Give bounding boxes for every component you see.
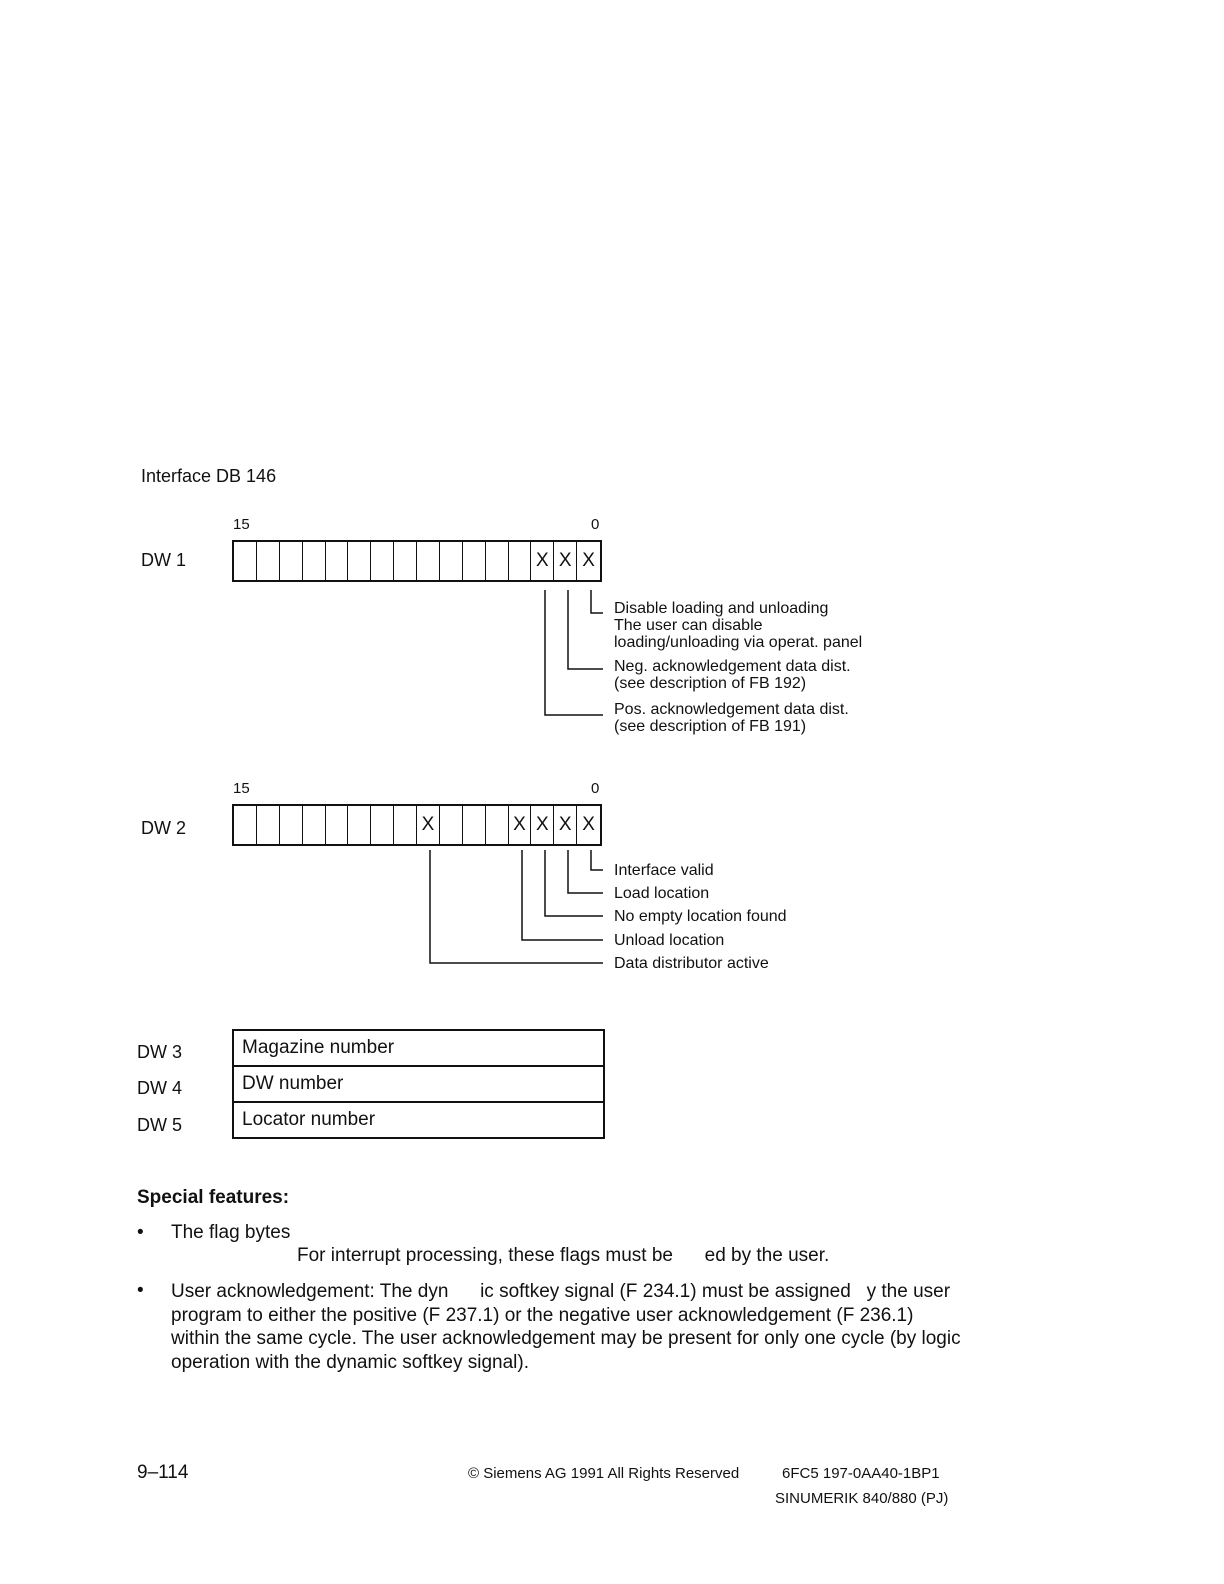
dw2-line-bit0 [591,850,603,870]
dw1-bit-high: 15 [233,516,250,533]
dw4-value: DW number [233,1066,604,1102]
dw4-label: DW 4 [137,1078,182,1098]
dw1-line-bit2 [545,590,603,715]
dw1-callout-1: Neg. acknowledgement data dist. (see description of FB 192) [614,658,851,692]
dw5-label: DW 5 [137,1115,182,1135]
dw2-bit-cell: X [417,806,440,844]
dw2-bit-cell [326,806,349,844]
item1-line1: The flag bytes [171,1222,291,1243]
dw2-callout-0: Interface valid [614,862,714,879]
dw2-label: DW 2 [141,818,186,838]
dw2-bit-cell [280,806,303,844]
dw5-value: Locator number [233,1102,604,1138]
table-row [233,1102,604,1138]
dw1-bit-low: 0 [591,516,600,533]
dw2-bit-cell [394,806,417,844]
dw1-label: DW 1 [141,550,186,570]
dw1-line-bit1 [568,590,603,669]
product-name: SINUMERIK 840/880 (PJ) [775,1490,949,1507]
bullet-2: • [137,1280,144,1301]
table-row [233,1030,604,1066]
special-features-heading: Special features: [137,1187,290,1208]
dw2-bit-cell [348,806,371,844]
dw1-line-bit0 [591,590,603,613]
dw2-line-bit1 [568,850,603,893]
dw2-callout-4: Data distributor active [614,955,769,972]
dw2-bit-cell: X [509,806,532,844]
item1-line2: For interrupt processing, these flags must be ed by the user. [297,1245,830,1266]
dw1-bit-cell: X [531,542,554,580]
page-number: 9–114 [137,1462,189,1483]
dw2-callout-3: Unload location [614,932,725,949]
dw2-line-bit2 [545,850,603,916]
dw2-bit-cell [257,806,280,844]
page-title: Interface DB 146 [141,466,277,486]
dw2-bit-cell [486,806,509,844]
dw1-bit-cell: X [554,542,577,580]
dw2-bit-low: 0 [591,780,600,797]
dw2-bit-high: 15 [233,780,250,797]
dw2-bit-cell [234,806,257,844]
dw1-bit-cell: X [582,550,595,571]
dw2-bit-cell: X [582,814,595,835]
dw2-line-bit7 [430,850,603,963]
dw2-bit-cell [440,806,463,844]
dw1-callout-2: Pos. acknowledgement data dist. (see description of FB 191) [614,701,849,735]
dw3-value: Magazine number [233,1030,604,1066]
dw-value-table [232,1029,605,1139]
copyright: © Siemens AG 1991 All Rights Reserved [468,1465,740,1482]
dw2-callout-2: No empty location found [614,908,787,925]
order-number: 6FC5 197-0AA40-1BP1 [782,1465,940,1482]
dw2-bit-cell: X [531,806,554,844]
dw2-bit-cell [303,806,326,844]
dw1-callout-0: Disable loading and unloading The user can disable loading/unloading via operat. panel [614,600,863,651]
dw3-label: DW 3 [137,1042,182,1062]
dw2-bit-cell: X [554,806,577,844]
dw2-bit-cell [371,806,394,844]
item2-paragraph: User acknowledgement: The dyn ic softkey signal (F 234.1) must be assigned y the user program to either the positive (F 237.1) or the negative user acknowledgement (F 236.1) within the same cycle. The user acknowledgement may be present for only one cycle (by logic operation with the dynamic softkey signal). [171,1281,966,1373]
dw2-bit-cell [463,806,486,844]
dw2-callout-1: Load location [614,885,710,902]
dw2-register [232,804,602,846]
bullet-1: • [137,1222,144,1243]
table-row [233,1066,604,1102]
